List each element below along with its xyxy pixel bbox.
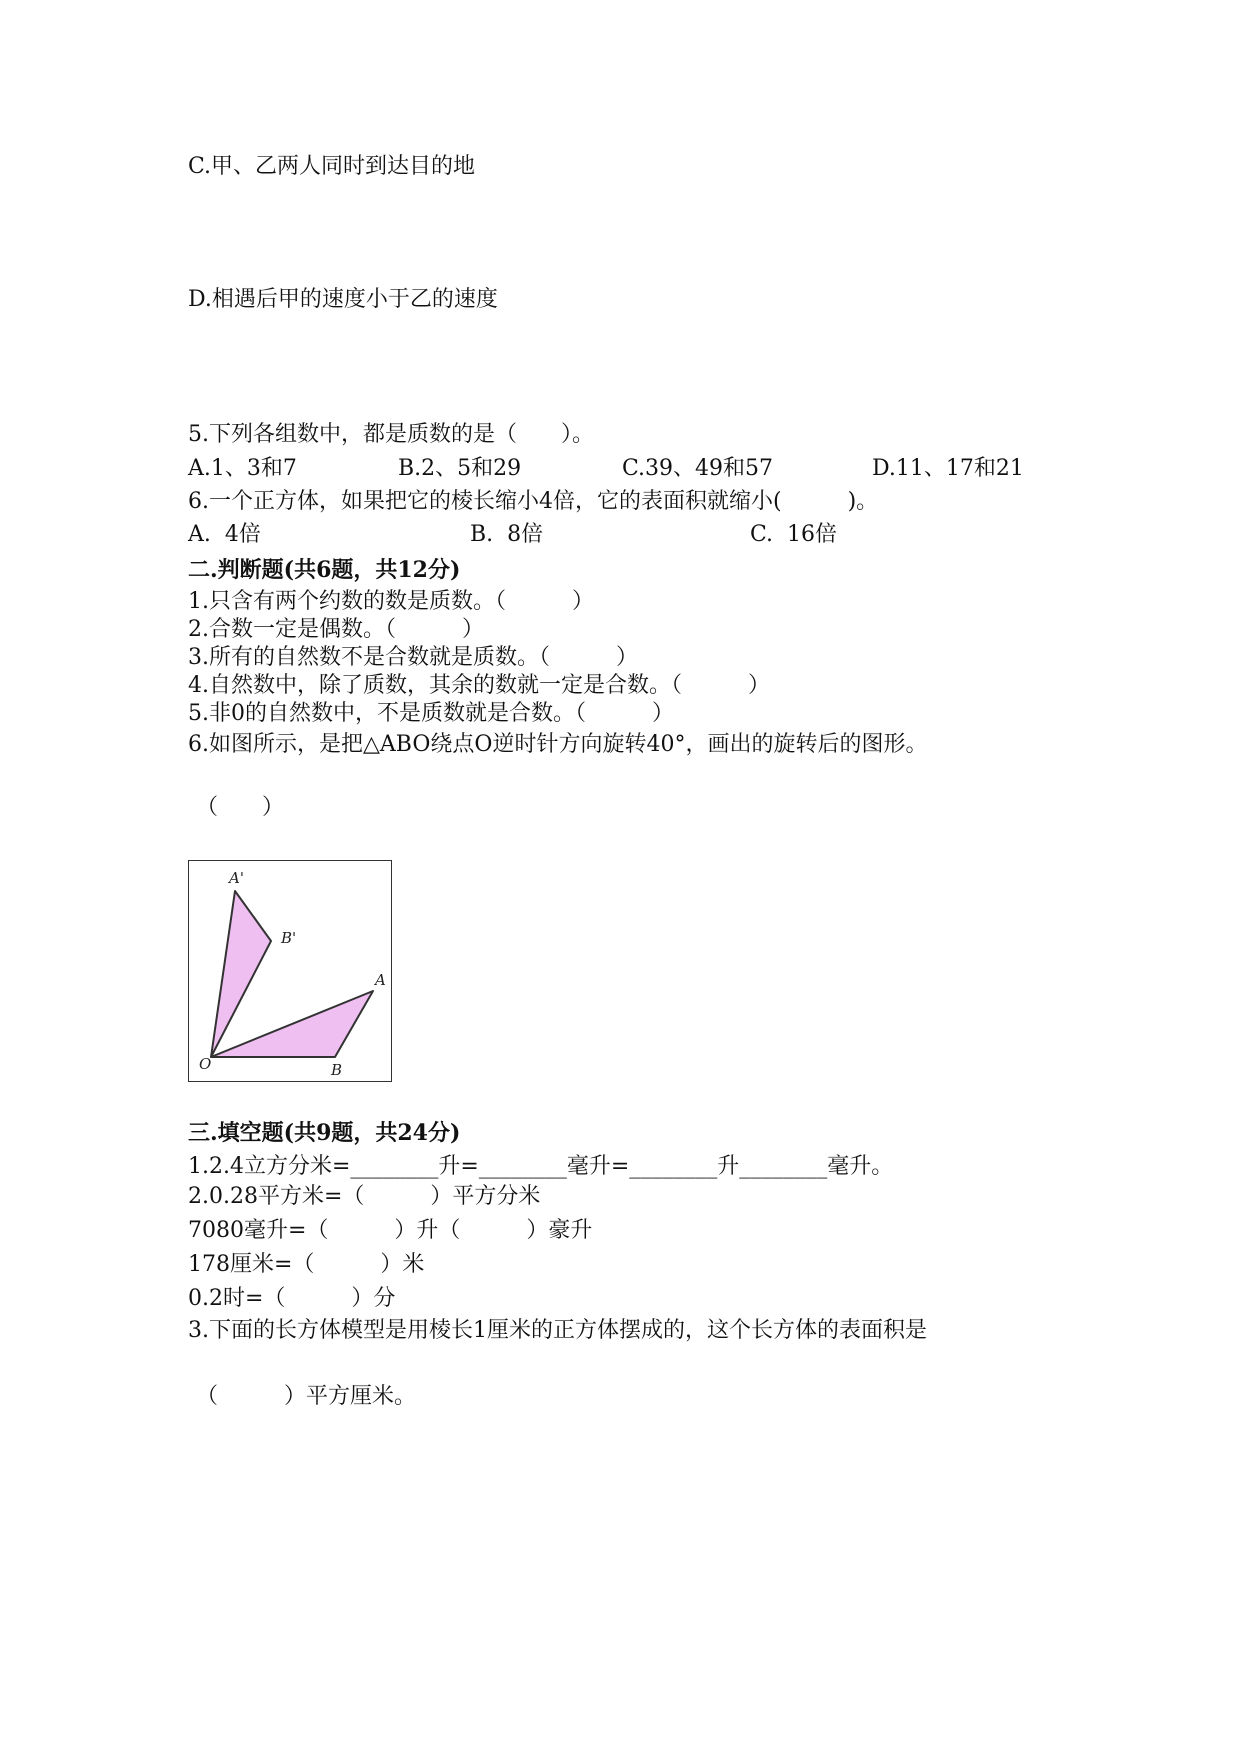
label-b-prime: B' (281, 929, 297, 947)
section3-item-2-line2: 7080毫升=（ ）升（ ）豪升 (188, 1218, 593, 1243)
section3-q3-answer: （ ）平方厘米。 (196, 1384, 417, 1409)
section3-item-3: 3.下面的长方体模型是用棱长1厘米的正方体摆成的，这个长方体的表面积是 (188, 1318, 927, 1343)
section2-item-6: 6.如图所示，是把△ABO绕点O逆时针方向旋转40°，画出的旋转后的图形。 (188, 732, 928, 757)
section3-item-2-line4: 0.2时=（ ）分 (188, 1286, 396, 1311)
section3-heading: 三.填空题(共9题，共24分) (188, 1120, 461, 1146)
q5-option-c: C.39、49和57 (622, 456, 774, 481)
q4-option-c: C.甲、乙两人同时到达目的地 (188, 154, 476, 179)
label-o: O (199, 1055, 212, 1073)
triangle-rotated (211, 891, 271, 1057)
section2-item-2: 2.合数一定是偶数。（ ） (188, 617, 484, 642)
section2-item-1: 1.只含有两个约数的数是质数。（ ） (188, 589, 594, 614)
q6-option-b: B. 8倍 (470, 522, 544, 547)
q4-option-d: D.相遇后甲的速度小于乙的速度 (188, 287, 498, 312)
q6-stem: 6.一个正方体，如果把它的棱长缩小4倍，它的表面积就缩小( )。 (188, 489, 879, 514)
rotation-figure (188, 860, 392, 1082)
section2-q6-answer: （ ） (196, 795, 285, 820)
q5-option-d: D.11、17和21 (872, 456, 1024, 481)
section3-item-2-line3: 178厘米=（ ）米 (188, 1252, 425, 1277)
q6-option-a: A. 4倍 (188, 522, 261, 547)
label-a-prime: A' (229, 869, 244, 887)
q5-stem: 5.下列各组数中，都是质数的是（ ）。 (188, 422, 594, 447)
section2-heading: 二.判断题(共6题，共12分) (188, 557, 461, 583)
section3-item-1: 1.2.4立方分米=________升=________毫升=________升________毫升。 (188, 1154, 894, 1179)
section3-item-2: 2.0.28平方米=（ ）平方分米 (188, 1184, 541, 1209)
q5-option-b: B.2、5和29 (398, 456, 522, 481)
label-b: B (331, 1061, 343, 1079)
section2-item-3: 3.所有的自然数不是合数就是质数。（ ） (188, 645, 638, 670)
q6-option-c: C. 16倍 (750, 522, 838, 547)
section2-item-4: 4.自然数中，除了质数，其余的数就一定是合数。（ ） (188, 673, 770, 698)
section2-item-5: 5.非0的自然数中，不是质数就是合数。（ ） (188, 701, 674, 726)
q5-option-a: A.1、3和7 (188, 456, 297, 481)
label-a: A (375, 971, 386, 989)
